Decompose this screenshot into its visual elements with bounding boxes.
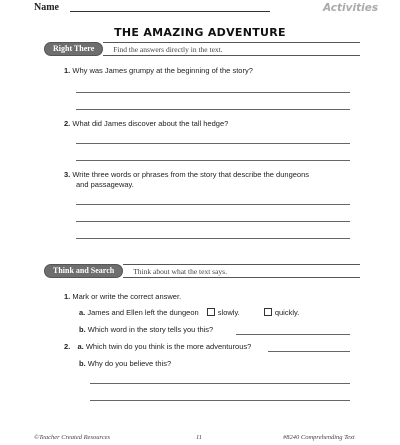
sub-question-letter: b. [79, 325, 86, 334]
page-title: THE AMAZING ADVENTURE [114, 26, 286, 39]
answer-line[interactable] [76, 221, 350, 222]
question-5b [79, 359, 171, 369]
question-number: 1. [64, 66, 71, 75]
name-answer-line[interactable] [70, 11, 270, 12]
answer-line[interactable] [90, 383, 350, 384]
question-text: Mark or write the correct answer. [72, 292, 182, 301]
question-number: 2. [64, 119, 71, 128]
section-header-right-there [44, 42, 360, 56]
question-number: 2. [64, 342, 71, 351]
question-text: What did James discover about the tall hedge? [72, 119, 229, 128]
answer-line[interactable] [76, 143, 350, 144]
fill-in-line[interactable] [236, 334, 350, 335]
sub-question-text: Why do you believe this? [87, 359, 172, 368]
sub-question-letter: b. [79, 359, 86, 368]
question-5 [64, 342, 251, 352]
answer-line[interactable] [76, 92, 350, 93]
question-1 [64, 66, 253, 76]
question-number: 3. [64, 170, 71, 179]
section-label: Right There [44, 42, 103, 56]
sub-question-text: James and Ellen left the dungeon [87, 308, 199, 317]
section-instruction: Find the answers directly in the text. [103, 42, 360, 56]
option-slowly-label: slowly. [217, 308, 240, 317]
question-text: Write three words or phrases from the story that describe the dungeons [72, 170, 310, 179]
fill-in-line[interactable] [268, 351, 350, 352]
checkbox-slowly[interactable] [207, 308, 215, 316]
answer-line[interactable] [90, 400, 350, 401]
section-header-think-and-search [44, 264, 360, 278]
sub-question-text: Which twin do you think is the more adventurous? [85, 342, 252, 351]
question-2 [64, 119, 228, 129]
question-3-continued: and passageway. [76, 180, 134, 189]
activities-label: Activities [323, 2, 379, 14]
option-quickly-label: quickly. [274, 308, 300, 317]
footer-page-number: 11 [196, 434, 203, 441]
answer-line[interactable] [76, 160, 350, 161]
answer-line[interactable] [76, 109, 350, 110]
question-4b [79, 325, 213, 335]
name-label: Name [34, 2, 59, 13]
question-4a [79, 308, 299, 318]
sub-question-text: Which word in the story tells you this? [87, 325, 214, 334]
footer-copyright: ©Teacher Created Resources [34, 434, 111, 441]
footer-book-title: #8240 Comprehending Text [283, 434, 355, 441]
answer-line[interactable] [76, 204, 350, 205]
question-3 [64, 170, 309, 180]
answer-line[interactable] [76, 238, 350, 239]
section-instruction: Think about what the text says. [123, 264, 360, 278]
sub-question-letter: a. [79, 308, 86, 317]
question-text: Why was James grumpy at the beginning of the story? [72, 66, 253, 75]
checkbox-quickly[interactable] [264, 308, 272, 316]
section-label: Think and Search [44, 264, 123, 278]
question-4 [64, 292, 181, 302]
question-number: 1. [64, 292, 71, 301]
sub-question-letter: a. [77, 342, 84, 351]
